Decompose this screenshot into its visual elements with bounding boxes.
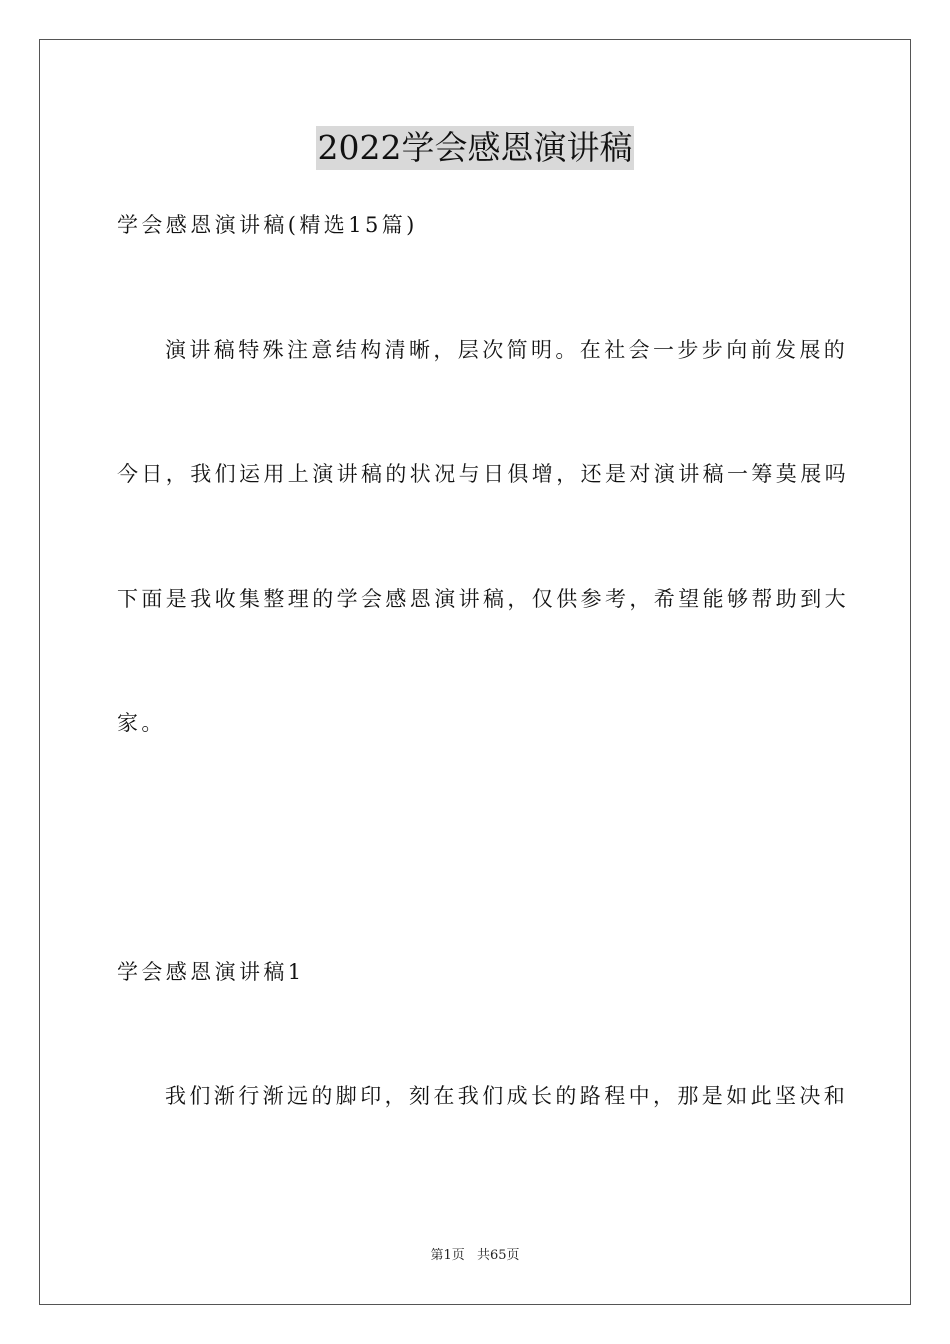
paragraph-line: 家。	[117, 711, 166, 735]
page-number: 第1页	[430, 1248, 465, 1263]
paragraph-line: 演讲稿特殊注意结构清晰，层次简明。在社会一步步向前发展的	[165, 338, 849, 362]
paragraph-line: 下面是我收集整理的学会感恩演讲稿，仅供参考，希望能够帮助到大	[117, 587, 849, 611]
page-footer	[0, 1247, 950, 1265]
section-heading: 学会感恩演讲稿1	[117, 960, 305, 984]
title-container	[0, 126, 950, 170]
page-total: 共65页	[476, 1248, 520, 1263]
document-title: 2022学会感恩演讲稿	[316, 126, 635, 170]
paragraph-line: 今日，我们运用上演讲稿的状况与日俱增，还是对演讲稿一筹莫展吗	[117, 462, 849, 486]
paragraph-line: 我们渐行渐远的脚印，刻在我们成长的路程中，那是如此坚决和	[165, 1084, 849, 1108]
document-subtitle: 学会感恩演讲稿(精选15篇)	[117, 213, 418, 237]
